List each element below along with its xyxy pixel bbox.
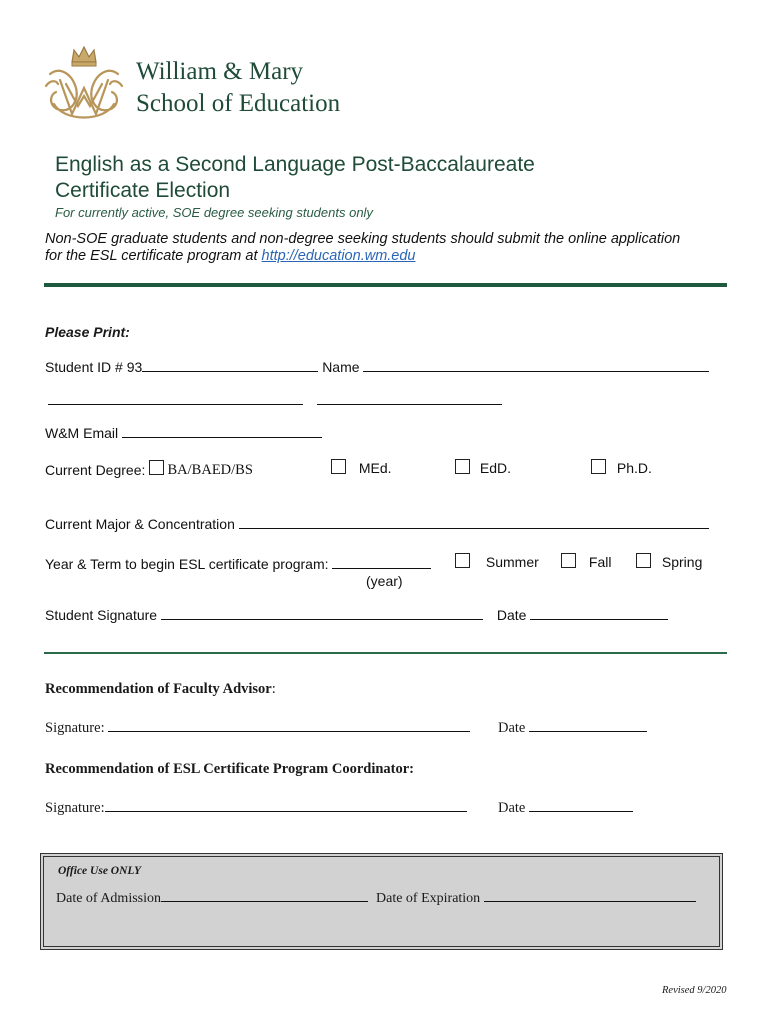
please-print-label: Please Print: [45,324,130,340]
degree-phd-checkbox[interactable] [591,459,606,474]
term-option-spring[interactable] [636,553,702,570]
term-summer-checkbox[interactable] [455,553,470,568]
advisor-heading-text: Recommendation of Faculty Advisor [45,681,272,697]
student-signature-label: Student Signature [45,607,158,623]
coordinator-signature-row [45,797,467,817]
degree-phd-label: Ph.D. [616,460,652,476]
advisor-signature-label: Signature: [45,720,105,736]
email-field[interactable] [122,423,322,438]
year-term-row [45,554,431,572]
degree-option-ba[interactable] [149,460,253,479]
page-title-line1: English as a Second Language Post-Baccalaureate [55,153,535,176]
divider-top [44,283,727,287]
cypher-crown-emblem-icon [42,44,126,126]
student-signature-field[interactable] [161,605,483,620]
admission-row [56,887,368,907]
major-row [45,514,709,532]
degree-med-label: MEd. [358,460,392,476]
degree-med-checkbox[interactable] [331,459,346,474]
advisor-signature-field[interactable] [108,717,470,732]
education-link[interactable]: http://education.wm.edu [261,248,416,264]
office-use-box [40,853,723,950]
student-id-row [45,357,709,375]
coordinator-signature-label: Signature: [45,800,105,816]
name-field[interactable] [363,357,709,372]
advisor-signature-row [45,717,470,737]
advisor-date-row [498,717,647,737]
logo-title: William & Mary [136,58,304,85]
year-term-label: Year & Term to begin ESL certificate program: [45,556,329,572]
degree-edd-checkbox[interactable] [455,459,470,474]
advisor-heading [45,681,276,698]
term-fall-label: Fall [588,554,612,570]
advisor-date-field[interactable] [529,717,647,732]
coordinator-date-field[interactable] [529,797,633,812]
term-option-fall[interactable] [561,553,611,570]
degree-label: Current Degree: [45,462,146,478]
name-field-line3[interactable] [317,390,502,405]
student-date-field[interactable] [530,605,668,620]
student-id-label: Student ID # 93 [45,359,143,375]
major-label: Current Major & Concentration [45,516,235,532]
admission-label: Date of Admission [56,891,161,906]
degree-option-med[interactable] [331,459,392,476]
student-date-label: Date [496,607,527,623]
term-option-summer[interactable] [455,553,539,570]
page-title-line2: Certificate Election [55,179,231,202]
expiration-label: Date of Expiration [376,891,481,906]
coordinator-heading: Recommendation of ESL Certificate Program Coordinator: [45,761,415,777]
student-signature-row [45,605,668,623]
term-summer-label: Summer [485,554,539,570]
page-subtitle: For currently active, SOE degree seeking students only [55,205,373,220]
major-field[interactable] [239,514,709,529]
term-fall-checkbox[interactable] [561,553,576,568]
expiration-field[interactable] [484,887,696,902]
term-spring-label: Spring [661,554,703,570]
name-continuation-row [48,390,502,408]
admission-field[interactable] [161,887,368,902]
degree-ba-label: BA/BAED/BS [167,462,253,478]
notice-line1: Non-SOE graduate students and non-degree seeking students should submit the online application [45,231,681,247]
name-field-line2[interactable] [48,390,303,405]
advisor-heading-colon: : [271,681,276,697]
degree-option-phd[interactable] [591,459,652,476]
coordinator-signature-field[interactable] [105,797,467,812]
coordinator-date-row [498,797,633,817]
term-spring-checkbox[interactable] [636,553,651,568]
year-hint: (year) [366,573,403,589]
degree-option-edd[interactable] [455,459,511,476]
year-field[interactable] [332,554,431,569]
divider-middle [44,652,727,654]
expiration-row [376,887,696,907]
email-label: W&M Email [45,425,119,441]
name-label: Name [322,359,360,375]
revised-date: Revised 9/2020 [662,985,727,996]
advisor-date-label: Date [498,720,526,736]
coordinator-date-label: Date [498,800,526,816]
notice-line2 [45,248,416,264]
student-id-field[interactable] [142,357,318,372]
email-row [45,423,322,441]
logo-subtitle: School of Education [136,90,341,117]
degree-ba-checkbox[interactable] [149,460,164,475]
degree-edd-label: EdD. [479,460,512,476]
office-use-title: Office Use ONLY [58,865,142,877]
notice-line2-text: for the ESL certificate program at [45,248,262,264]
